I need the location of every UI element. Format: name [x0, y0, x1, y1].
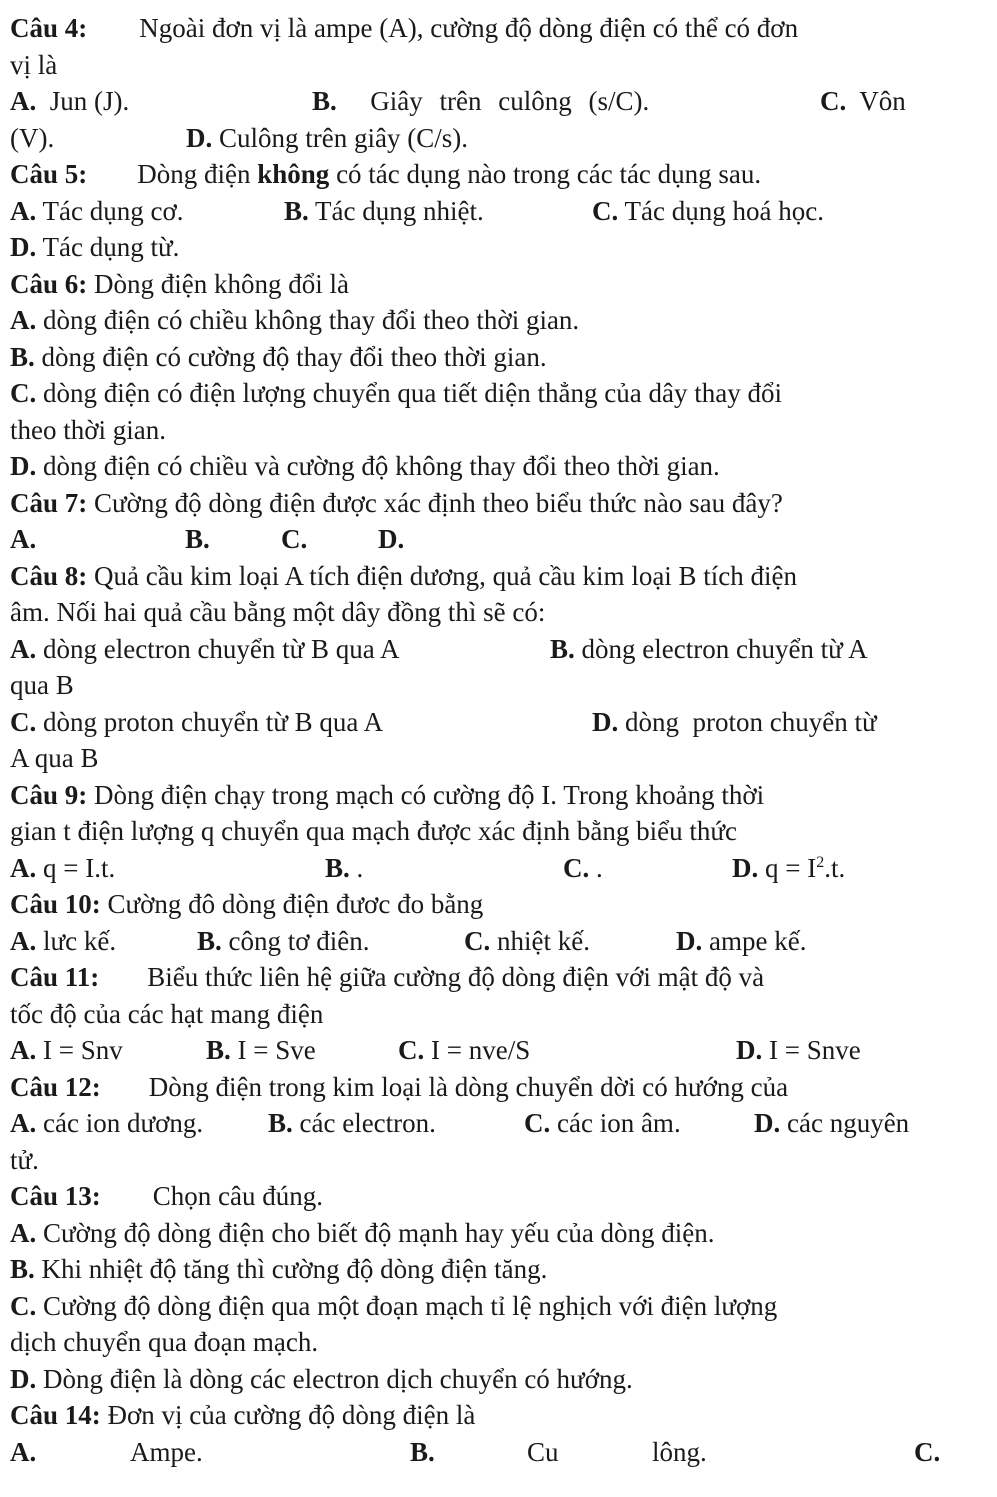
option-text: dòng proton chuyển từ B qua A — [43, 706, 384, 737]
option-key: B. — [325, 852, 350, 883]
question-10-text: Cường đô dòng điện đươc đo bằng — [107, 889, 484, 919]
option-text: q = I.t. — [43, 852, 116, 883]
option-a[interactable] — [10, 631, 400, 668]
option-b-text: Cu — [527, 1436, 559, 1467]
question-5-label: Câu 5: — [10, 159, 88, 189]
option-d[interactable] — [10, 1361, 977, 1398]
option-key: C. — [398, 1035, 425, 1065]
option-text: Culông trên giây (C/s). — [219, 122, 468, 153]
option-c-cont — [10, 1324, 977, 1361]
question-5-text-end: có tác dụng nào trong các tác dụng sau. — [329, 159, 762, 189]
option-text: công tơ điên. — [228, 925, 370, 956]
option-d-cont — [10, 740, 977, 777]
option-b[interactable]: B. — [185, 524, 210, 554]
option-key: A. — [10, 305, 37, 335]
option-b[interactable] — [312, 83, 649, 120]
option-text: q = I — [765, 852, 817, 883]
option-text: các nguyên — [787, 1108, 910, 1138]
option-d[interactable] — [10, 232, 179, 262]
question-4-stem-cont — [10, 47, 977, 84]
option-key: D. — [754, 1108, 781, 1138]
option-a-key[interactable]: A. — [10, 1436, 37, 1467]
option-text: dòng electron chuyển từ B qua A — [43, 633, 400, 664]
option-key: A. — [10, 86, 37, 116]
option-b[interactable] — [197, 923, 370, 960]
option-text-cont: qua B — [10, 670, 74, 700]
question-14-text: Đơn vị của cường độ dòng điện là — [107, 1400, 476, 1430]
option-d[interactable] — [732, 850, 845, 887]
option-key: A. — [10, 925, 37, 956]
option-key: C. — [820, 86, 847, 116]
option-key: A. — [10, 195, 37, 226]
question-12-label: Câu 12: — [10, 1071, 101, 1102]
option-key: B. — [284, 195, 309, 226]
option-text: các electron. — [299, 1108, 436, 1138]
option-key: B. — [312, 86, 337, 116]
option-b-text-end: lông. — [652, 1436, 707, 1467]
question-8-text-cont: âm. Nối hai quả cầu bằng một dây đồng thì sẽ có: — [10, 597, 546, 627]
question-6-label: Câu 6: — [10, 268, 88, 299]
option-a[interactable] — [10, 193, 184, 230]
option-text: các ion âm. — [557, 1108, 681, 1138]
question-8-label: Câu 8: — [10, 560, 88, 591]
option-text: I = Snv — [43, 1035, 123, 1065]
option-key: C. — [10, 706, 37, 737]
option-key: D. — [676, 925, 703, 956]
option-text: Giây trên culông (s/C). — [370, 86, 650, 116]
option-text: dòng electron chuyển từ A — [581, 633, 868, 664]
option-text: Tác dụng hoá học. — [624, 195, 824, 226]
question-14-options — [10, 1434, 977, 1471]
option-text: I = Snve — [769, 1035, 861, 1065]
option-key: A. — [10, 1108, 37, 1138]
question-9-label: Câu 9: — [10, 779, 88, 810]
question-4-text: Ngoài đơn vị là ampe (A), cường độ dòng điện có thể có đơn — [139, 13, 799, 43]
question-9-options — [10, 850, 977, 887]
option-text-end: .t. — [824, 852, 846, 883]
option-text: các ion dương. — [43, 1108, 204, 1138]
option-b[interactable] — [10, 1251, 977, 1288]
option-key: C. — [10, 1290, 37, 1321]
question-7-text: Cường độ dòng điện được xác định theo biểu thức nào sau đây? — [94, 487, 783, 518]
option-text: Cường độ dòng điện qua một đoạn mạch tỉ lệ nghịch với điện lượng — [43, 1290, 778, 1321]
option-text: dòng proton chuyển từ — [625, 706, 877, 737]
option-key: C. — [464, 925, 491, 956]
option-key: D. — [10, 1363, 37, 1394]
question-14-label: Câu 14: — [10, 1400, 101, 1430]
option-a[interactable]: A. — [10, 524, 37, 554]
question-4-text-cont: vị là — [10, 49, 58, 80]
question-5-text: Dòng điện — [137, 159, 258, 189]
option-text-cont: theo thời gian. — [10, 414, 167, 445]
question-4-stem — [10, 10, 977, 47]
option-key: C. — [10, 378, 37, 408]
option-a[interactable] — [10, 1105, 203, 1142]
option-key: B. — [197, 925, 222, 956]
option-text: Cường độ dòng điện cho biết độ mạnh hay yếu của dòng điện. — [43, 1217, 715, 1248]
option-text: dòng điện có điện lượng chuyển qua tiết diện thẳng của dây thay đổi — [43, 378, 782, 408]
option-c-key[interactable]: C. — [914, 1436, 941, 1467]
question-12-options — [10, 1105, 977, 1142]
option-c-cont: (V). — [10, 122, 55, 153]
option-b[interactable] — [268, 1105, 436, 1142]
option-key: B. — [268, 1108, 293, 1138]
option-text: Jun (J). — [49, 86, 130, 116]
option-key: D. — [736, 1035, 763, 1065]
question-11-text-cont: tốc độ của các hạt mang điện — [10, 998, 324, 1029]
option-c[interactable]: C. — [281, 524, 308, 554]
question-14-stem — [10, 1397, 977, 1434]
question-13-label: Câu 13: — [10, 1181, 101, 1211]
question-8-stem-cont — [10, 594, 977, 631]
question-11-stem-cont — [10, 996, 977, 1033]
option-text: Tác dụng cơ. — [42, 195, 184, 226]
option-text: . — [356, 852, 364, 883]
option-a[interactable] — [10, 1215, 977, 1252]
question-10-label: Câu 10: — [10, 889, 101, 919]
option-d[interactable] — [592, 704, 877, 741]
option-text: nhiệt kế. — [497, 925, 590, 956]
option-a[interactable] — [10, 1032, 123, 1069]
option-c[interactable] — [398, 1032, 530, 1069]
option-c[interactable] — [563, 850, 603, 887]
option-text: Vôn — [859, 86, 906, 116]
option-key: D. — [10, 451, 37, 481]
question-13-text: Chọn câu đúng. — [152, 1181, 323, 1211]
question-12-stem — [10, 1069, 977, 1106]
option-text: dòng điện có chiều không thay đổi theo thời gian. — [43, 305, 580, 335]
option-key: A. — [10, 633, 37, 664]
option-key: C. — [592, 195, 619, 226]
option-text: Khi nhiệt độ tăng thì cường độ dòng điện tăng. — [41, 1254, 548, 1284]
question-13-stem — [10, 1178, 977, 1215]
option-text-cont: dịch chuyển qua đoạn mạch. — [10, 1327, 319, 1357]
option-text: I = Sve — [237, 1035, 316, 1065]
question-5-emphasis: không — [257, 159, 330, 189]
option-key: D. — [732, 852, 759, 883]
option-key: A. — [10, 852, 37, 883]
option-text: ampe kế. — [709, 925, 807, 956]
option-key: D. — [592, 706, 619, 737]
option-c[interactable] — [464, 923, 590, 960]
question-5-options-row1 — [10, 193, 977, 230]
option-b[interactable] — [550, 631, 868, 668]
option-b[interactable] — [325, 850, 363, 887]
option-text-cont: tử. — [10, 1144, 39, 1175]
question-7-label: Câu 7: — [10, 487, 88, 518]
option-d[interactable] — [754, 1105, 909, 1142]
option-text: Dòng điện là dòng các electron dịch chuyển có hướng. — [43, 1363, 633, 1394]
option-key: A. — [10, 1217, 37, 1248]
option-a[interactable] — [10, 923, 116, 960]
question-8-stem — [10, 558, 977, 595]
question-11-stem — [10, 959, 977, 996]
question-11-options — [10, 1032, 977, 1069]
option-c[interactable] — [10, 375, 977, 412]
option-b-cont — [10, 667, 977, 704]
option-c[interactable] — [524, 1105, 681, 1142]
option-text: I = nve/S — [431, 1035, 531, 1065]
question-8-options-row1 — [10, 631, 977, 668]
option-d[interactable] — [676, 923, 806, 960]
option-b-key[interactable]: B. — [410, 1436, 435, 1467]
option-b[interactable] — [284, 193, 484, 230]
question-5-stem — [10, 156, 977, 193]
question-6-text: Dòng điện không đổi là — [94, 268, 349, 299]
option-c[interactable] — [10, 704, 383, 741]
question-6-stem — [10, 266, 977, 303]
option-text-cont: A qua B — [10, 743, 99, 773]
option-a-text: Ampe. — [130, 1436, 203, 1467]
question-9-stem-cont — [10, 813, 977, 850]
option-key: B. — [206, 1035, 231, 1065]
option-key: A. — [10, 1035, 37, 1065]
option-b[interactable] — [10, 339, 977, 376]
question-8-options-row2 — [10, 704, 977, 741]
question-10-stem — [10, 886, 977, 923]
question-4-label: Câu 4: — [10, 13, 88, 43]
option-text: dòng điện có chiều và cường độ không thay đổi theo thời gian. — [43, 451, 720, 481]
option-c-cont — [10, 412, 977, 449]
option-text: . — [596, 852, 603, 883]
superscript: 2 — [816, 853, 825, 871]
question-12-text: Dòng điện trong kim loại là dòng chuyển dời có hướng của — [148, 1071, 789, 1102]
question-9-stem — [10, 777, 977, 814]
option-key: C. — [524, 1108, 551, 1138]
option-c[interactable] — [592, 193, 824, 230]
option-text: Tác dụng từ. — [42, 232, 180, 262]
option-a[interactable] — [10, 83, 129, 120]
option-key: D. — [10, 232, 37, 262]
option-b[interactable] — [206, 1032, 316, 1069]
question-7-stem — [10, 485, 977, 522]
option-text: dòng điện có cường độ thay đổi theo thời gian. — [41, 341, 547, 372]
question-8-text: Quả cầu kim loại A tích điện dương, quả cầu kim loại B tích điện — [94, 560, 798, 591]
option-c[interactable] — [10, 1288, 977, 1325]
question-4-options-row1 — [10, 83, 977, 120]
question-11-text: Biểu thức liên hệ giữa cường độ dòng điện với mật độ và — [147, 962, 765, 992]
question-9-text: Dòng điện chạy trong mạch có cường độ I. Trong khoảng thời — [94, 779, 765, 810]
question-4-options-row2 — [10, 120, 977, 157]
option-key: C. — [563, 852, 590, 883]
option-d-cont — [10, 1142, 977, 1179]
option-key: B. — [10, 1254, 35, 1284]
question-10-options — [10, 923, 977, 960]
option-key: B. — [10, 341, 35, 372]
option-a[interactable] — [10, 850, 115, 887]
option-d[interactable] — [186, 120, 468, 157]
option-c[interactable] — [820, 83, 906, 120]
option-text: Tác dụng nhiệt. — [315, 195, 484, 226]
option-d[interactable]: D. — [378, 524, 405, 554]
question-9-text-cont: gian t điện lượng q chuyển qua mạch được xác định bằng biểu thức — [10, 816, 738, 846]
option-key: B. — [550, 633, 575, 664]
option-key: D. — [186, 122, 213, 153]
option-a[interactable] — [10, 302, 977, 339]
option-text: lưc kế. — [43, 925, 117, 956]
option-d[interactable] — [10, 448, 977, 485]
question-7-options — [10, 521, 977, 558]
option-d[interactable] — [736, 1032, 861, 1069]
question-5-options-row2 — [10, 229, 977, 266]
question-11-label: Câu 11: — [10, 962, 100, 992]
